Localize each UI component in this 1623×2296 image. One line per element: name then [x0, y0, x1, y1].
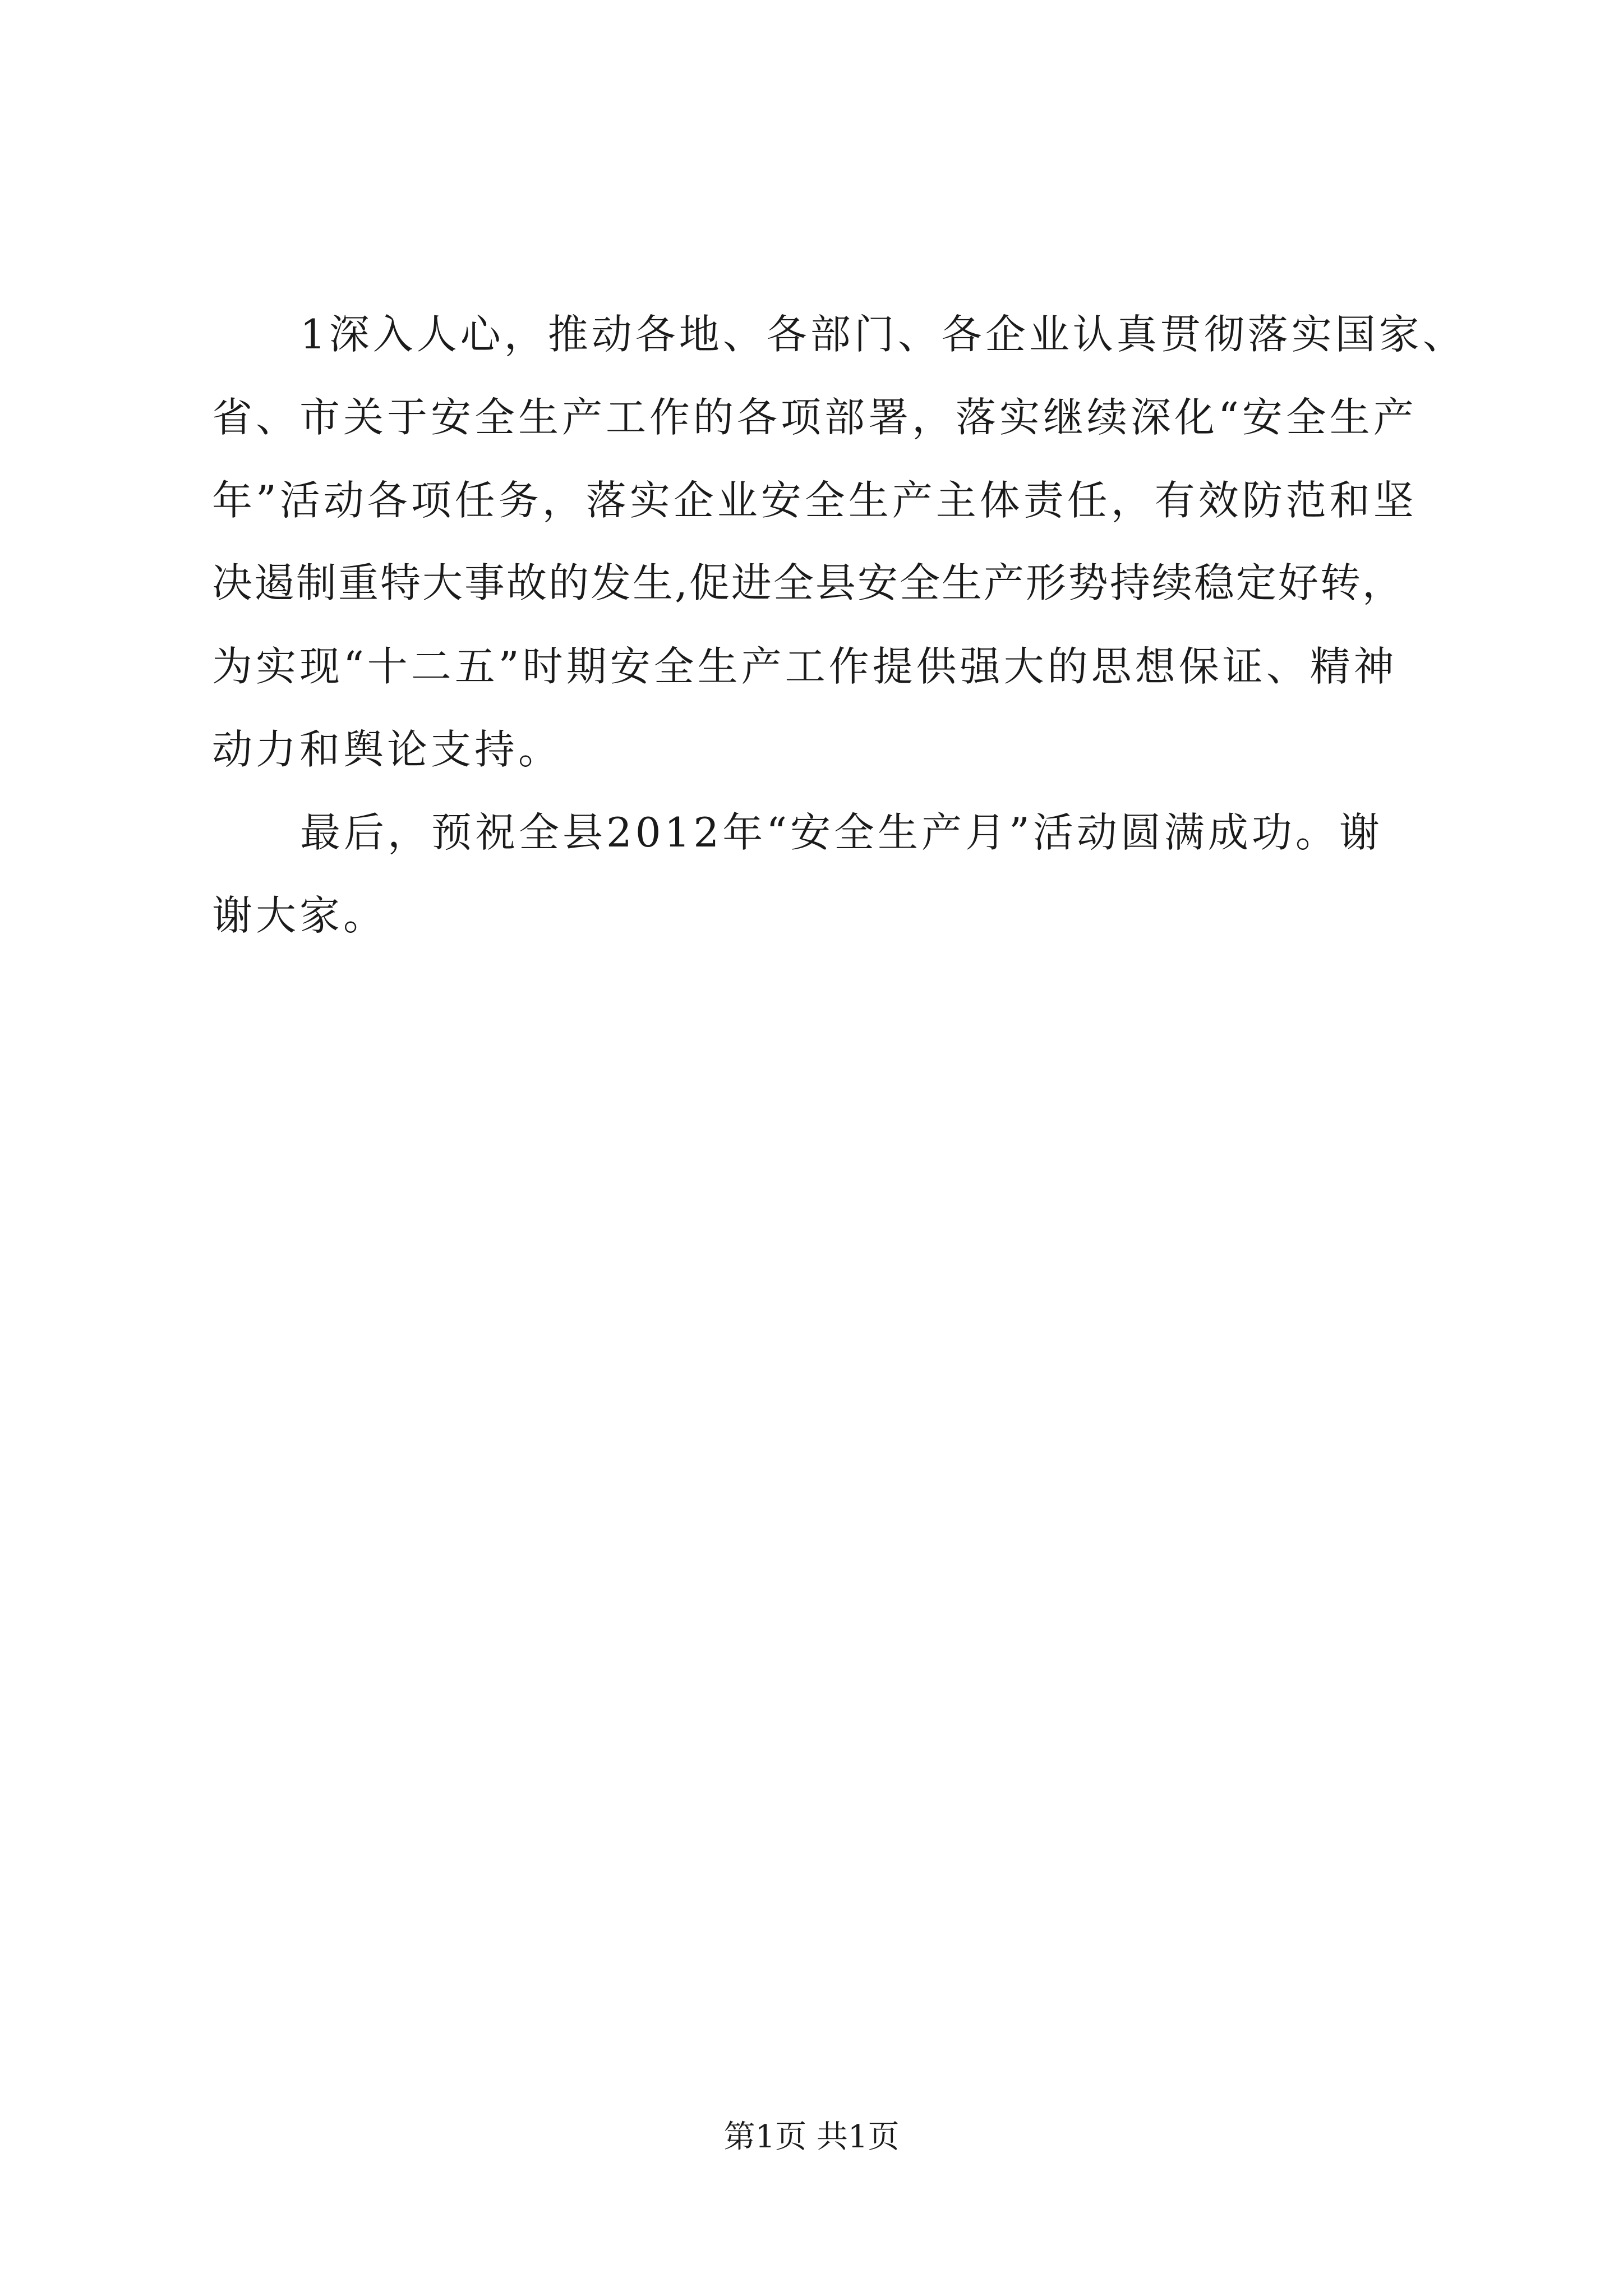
- paragraph-2-line-1: 最后，预祝全县2012年“安全生产月”活动圆满成功。谢: [300, 809, 1383, 856]
- paragraph-1-line-1: 1深入人心，推动各地、各部门、各企业认真贯彻落实国家、: [300, 311, 1467, 358]
- paragraph-1-line-5: 为实现“十二五”时期安全生产工作提供强大的思想保证、精神: [212, 643, 1398, 690]
- paragraph-1-line-3: 年”活动各项任务，落实企业安全生产主体责任，有效防范和坚: [212, 477, 1417, 524]
- paragraph-1-line-2: 省、市关于安全生产工作的各项部署，落实继续深化“安全生产: [212, 394, 1417, 441]
- paragraph-1-line-6: 动力和舆论支持。: [212, 726, 562, 773]
- paragraph-2-line-2: 谢大家。: [212, 892, 388, 939]
- paragraph-1-line-4: 决遏制重特大事故的发生,促进全县安全生产形势持续稳定好转，: [212, 559, 1404, 606]
- page-number-footer: 第1页 共1页: [723, 2119, 900, 2155]
